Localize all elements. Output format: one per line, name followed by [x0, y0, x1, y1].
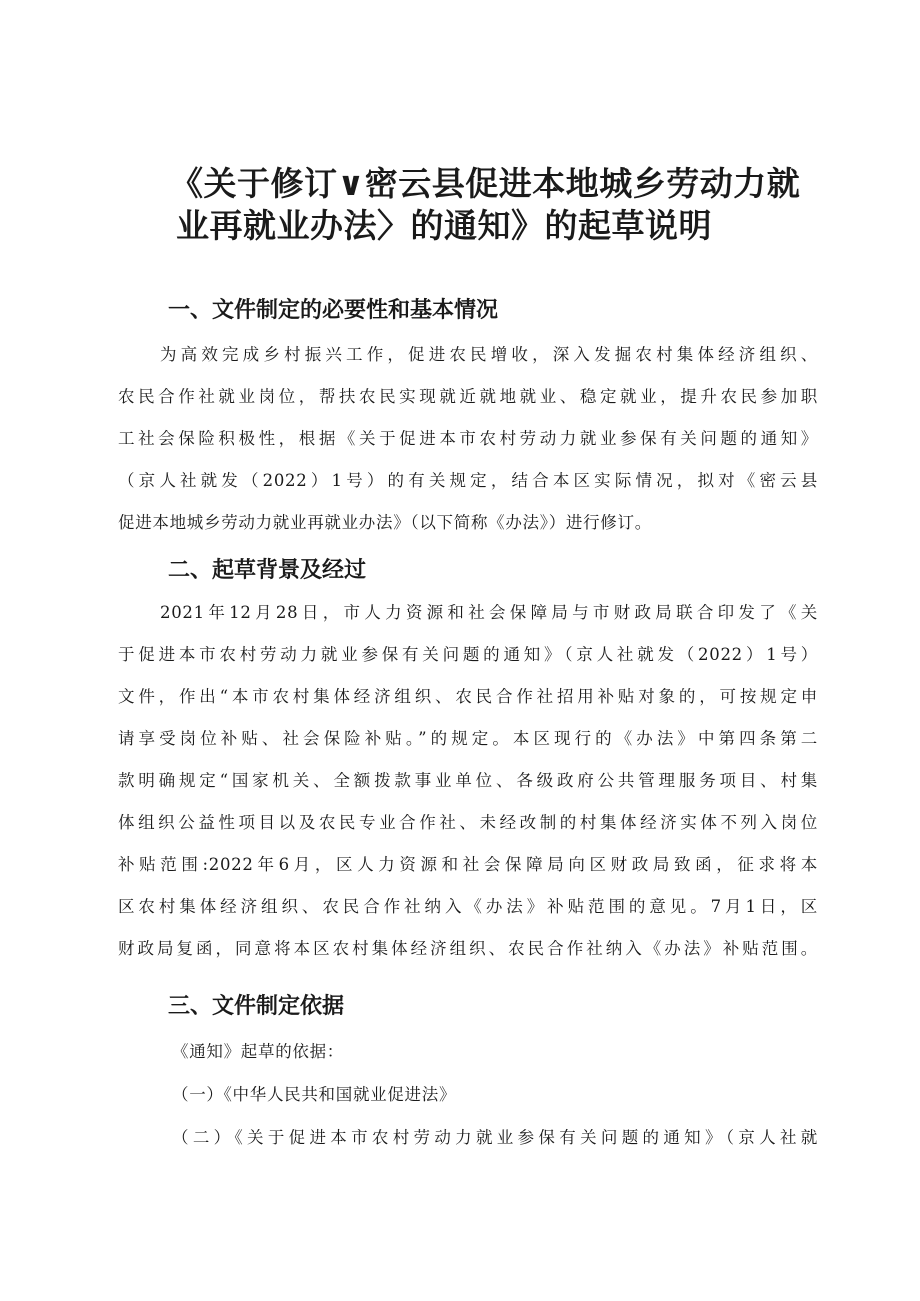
- section-2-line: 请享受岗位补贴、社会保险补贴。”的规定。本区现行的《办法》中第四条第二: [118, 729, 818, 748]
- section-2-line: 款明确规定“国家机关、全额拨款事业单位、各级政府公共管理服务项目、村集: [118, 771, 818, 790]
- section-heading-1: 一、文件制定的必要性和基本情况: [168, 298, 499, 323]
- section-2-line: 财政局复函，同意将本区农村集体经济组织、农民合作社纳入《办法》补贴范围。: [118, 939, 818, 958]
- section-3-line: 《通知》起草的依据：: [172, 1042, 344, 1061]
- section-2-line: 文件，作出“本市农村集体经济组织、农民合作社招用补贴对象的，可按规定申: [118, 687, 818, 706]
- section-2-line: 补贴范围:2022年6月，区人力资源和社会保障局向区财政局致函，征求将本: [118, 855, 818, 874]
- section-heading-3: 三、文件制定依据: [168, 994, 345, 1019]
- section-1-line: 促进本地城乡劳动力就业再就业办法》（以下简称《办法》）进行修订。: [118, 513, 652, 532]
- section-1-line: 农民合作社就业岗位，帮扶农民实现就近就地就业、稳定就业，提升农民参加职: [118, 387, 818, 406]
- document-title-line-2: 业再就业办法〉的通知》的起草说明: [176, 206, 712, 245]
- section-1-line: 为高效完成乡村振兴工作，促进农民增收，深入发掘农村集体经济组织、: [160, 345, 818, 364]
- section-2-line: 体组织公益性项目以及农民专业合作社、未经改制的村集体经济实体不列入岗位: [118, 813, 818, 832]
- section-3-line: （二）《关于促进本市农村劳动力就业参保有关问题的通知》（京人社就: [172, 1128, 818, 1147]
- section-2-line: 于促进本市农村劳动力就业参保有关问题的通知》（京人社就发（2022）1号）: [118, 645, 818, 664]
- section-2-line: 区农村集体经济组织、农民合作社纳入《办法》补贴范围的意见。7月1日，区: [118, 897, 818, 916]
- section-1-line: （京人社就发（2022）1号）的有关规定，结合本区实际情况，拟对《密云县: [118, 471, 818, 490]
- document-title-line-1: 《关于修订∨密云县促进本地城乡劳动力就: [170, 164, 801, 203]
- section-heading-2: 二、起草背景及经过: [168, 558, 367, 583]
- section-2-line: 2021年12月28日，市人力资源和社会保障局与市财政局联合印发了《关: [160, 603, 818, 622]
- section-3-line: （一）《中华人民共和国就业促进法》: [172, 1085, 457, 1104]
- section-1-line: 工社会保险积极性，根据《关于促进本市农村劳动力就业参保有关问题的通知》: [118, 429, 818, 448]
